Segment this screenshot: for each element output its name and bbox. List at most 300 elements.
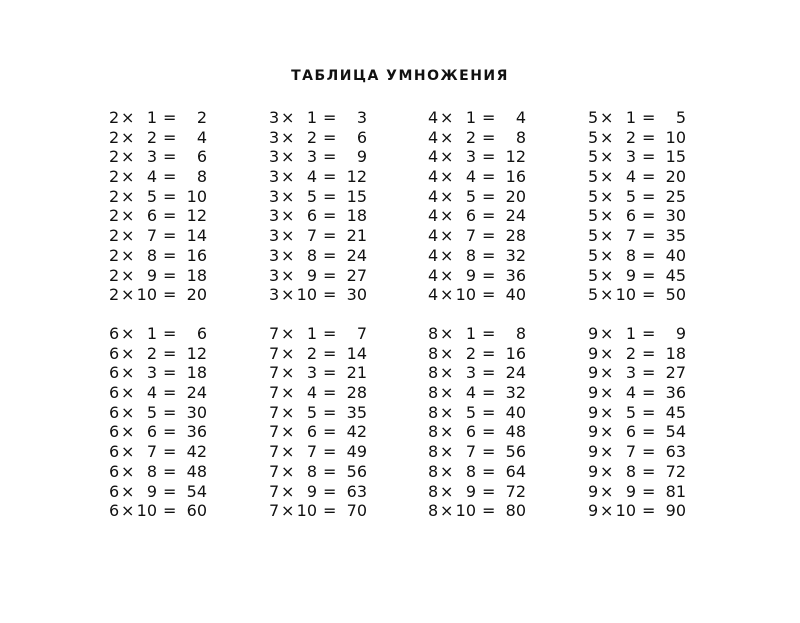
product: 48 [505, 422, 526, 442]
equals-sign: = [163, 442, 177, 462]
multiplicand: 7 [269, 422, 280, 442]
times-sign: × [121, 402, 135, 422]
product: 16 [505, 343, 526, 363]
times-sign: × [281, 108, 295, 127]
equals-sign: = [323, 127, 337, 147]
multiplier: 6 [306, 422, 317, 442]
product: 18 [186, 265, 207, 285]
multiplier: 2 [625, 343, 636, 363]
multiplier: 7 [465, 226, 476, 246]
multiplier: 1 [306, 324, 317, 343]
equals-sign: = [482, 206, 496, 226]
multiplier: 5 [146, 402, 157, 422]
multiplier: 7 [625, 226, 636, 246]
times-sign: × [440, 245, 454, 265]
times-sign: × [281, 501, 295, 521]
product: 36 [665, 383, 686, 403]
multiplier: 2 [146, 127, 157, 147]
multiplier: 10 [136, 285, 157, 305]
equals-sign: = [323, 402, 337, 422]
multiplier: 2 [306, 343, 317, 363]
multiplier: 5 [306, 186, 317, 206]
multiplier: 7 [306, 226, 317, 246]
product: 12 [505, 147, 526, 167]
equals-sign: = [323, 461, 337, 481]
multiplicand: 6 [109, 481, 120, 501]
multiplicand: 6 [109, 422, 120, 442]
product: 28 [346, 383, 367, 403]
equals-sign: = [642, 226, 656, 246]
product: 30 [346, 285, 367, 305]
equals-sign: = [642, 501, 656, 521]
multiplier: 10 [615, 285, 636, 305]
times-sign: × [281, 167, 295, 187]
multiplicand: 9 [588, 343, 599, 363]
times-sign: × [440, 108, 454, 127]
product: 35 [665, 226, 686, 246]
multiplicand: 9 [588, 481, 599, 501]
product: 28 [505, 226, 526, 246]
multiplier: 7 [306, 442, 317, 462]
equals-sign: = [482, 363, 496, 383]
product: 9 [356, 147, 367, 167]
product: 90 [665, 501, 686, 521]
multiplier: 6 [465, 422, 476, 442]
product: 27 [346, 265, 367, 285]
times-sign: × [121, 186, 135, 206]
product: 8 [196, 167, 207, 187]
equals-sign: = [163, 343, 177, 363]
multiplier: 1 [146, 108, 157, 127]
multiplicand: 5 [588, 265, 599, 285]
times-sign: × [121, 167, 135, 187]
times-sign: × [281, 383, 295, 403]
multiplicand: 7 [269, 481, 280, 501]
equals-sign: = [323, 108, 337, 127]
equals-sign: = [163, 324, 177, 343]
times-sign: × [121, 147, 135, 167]
times-sign: × [440, 501, 454, 521]
multiplicand: 8 [428, 422, 439, 442]
multiplier: 9 [465, 481, 476, 501]
multiplier: 4 [465, 383, 476, 403]
product: 14 [346, 343, 367, 363]
multiplier: 1 [625, 108, 636, 127]
multiplier: 5 [306, 402, 317, 422]
equals-sign: = [163, 285, 177, 305]
times-sign: × [281, 422, 295, 442]
product: 8 [515, 324, 526, 343]
multiplicand: 4 [428, 245, 439, 265]
multiplicand: 7 [269, 343, 280, 363]
times-sign: × [440, 226, 454, 246]
equals-sign: = [482, 127, 496, 147]
product: 35 [346, 402, 367, 422]
times-sign: × [281, 127, 295, 147]
times-sign: × [440, 147, 454, 167]
multiplicand: 2 [109, 167, 120, 187]
multiplier: 6 [465, 206, 476, 226]
equals-sign: = [323, 324, 337, 343]
equals-sign: = [163, 422, 177, 442]
multiplier: 8 [465, 245, 476, 265]
equals-sign: = [642, 363, 656, 383]
equals-sign: = [323, 186, 337, 206]
times-sign: × [281, 186, 295, 206]
multiplier: 2 [306, 127, 317, 147]
product: 64 [505, 461, 526, 481]
product: 10 [665, 127, 686, 147]
product: 4 [515, 108, 526, 127]
times-sign: × [440, 343, 454, 363]
times-sign: × [121, 343, 135, 363]
multiplicand: 7 [269, 363, 280, 383]
multiplier: 5 [625, 402, 636, 422]
multiplicand: 7 [269, 501, 280, 521]
equals-sign: = [323, 265, 337, 285]
times-sign: × [281, 402, 295, 422]
times-sign: × [600, 481, 614, 501]
multiplier: 3 [465, 147, 476, 167]
multiplicand: 6 [109, 324, 120, 343]
times-sign: × [281, 285, 295, 305]
multiplier: 5 [146, 186, 157, 206]
multiplicand: 4 [428, 265, 439, 285]
multiplicand: 2 [109, 226, 120, 246]
multiplicand: 5 [588, 186, 599, 206]
multiplicand: 8 [428, 363, 439, 383]
times-sign: × [281, 206, 295, 226]
multiplier: 2 [465, 127, 476, 147]
equals-sign: = [163, 226, 177, 246]
multiplier: 4 [146, 383, 157, 403]
multiplier: 1 [146, 324, 157, 343]
times-sign: × [600, 147, 614, 167]
equals-sign: = [163, 363, 177, 383]
times-sign: × [600, 363, 614, 383]
times-sign: × [440, 383, 454, 403]
equals-sign: = [163, 265, 177, 285]
times-sign: × [281, 481, 295, 501]
product: 50 [665, 285, 686, 305]
times-sign: × [440, 167, 454, 187]
times-sign: × [281, 461, 295, 481]
times-sign: × [600, 206, 614, 226]
multiplier: 4 [306, 167, 317, 187]
times-sign: × [121, 285, 135, 305]
multiplier: 10 [296, 285, 317, 305]
multiplier: 3 [146, 363, 157, 383]
equals-sign: = [323, 206, 337, 226]
equals-sign: = [323, 245, 337, 265]
product: 48 [186, 461, 207, 481]
multiplier: 6 [625, 206, 636, 226]
multiplier: 2 [625, 127, 636, 147]
equals-sign: = [642, 186, 656, 206]
product: 18 [186, 363, 207, 383]
equals-sign: = [163, 461, 177, 481]
product: 4 [196, 127, 207, 147]
multiplicand: 2 [109, 285, 120, 305]
times-sign: × [440, 324, 454, 343]
equals-sign: = [163, 383, 177, 403]
multiplicand: 2 [109, 186, 120, 206]
multiplicand: 8 [428, 461, 439, 481]
equals-sign: = [642, 383, 656, 403]
times-sign: × [121, 206, 135, 226]
multiplier: 3 [146, 147, 157, 167]
multiplicand: 5 [588, 245, 599, 265]
multiplicand: 3 [269, 245, 280, 265]
multiplicand: 9 [588, 363, 599, 383]
equals-sign: = [642, 442, 656, 462]
equals-sign: = [323, 363, 337, 383]
product: 15 [665, 147, 686, 167]
multiplicand: 3 [269, 285, 280, 305]
multiplier: 7 [465, 442, 476, 462]
multiplier: 1 [625, 324, 636, 343]
times-sign: × [121, 127, 135, 147]
times-sign: × [600, 422, 614, 442]
multiplier: 10 [455, 501, 476, 521]
times-sign: × [600, 108, 614, 127]
multiplicand: 4 [428, 226, 439, 246]
product: 2 [196, 108, 207, 127]
times-sign: × [440, 481, 454, 501]
equals-sign: = [163, 108, 177, 127]
multiplier: 6 [146, 422, 157, 442]
multiplicand: 4 [428, 206, 439, 226]
product: 40 [505, 285, 526, 305]
equals-sign: = [163, 481, 177, 501]
multiplier: 9 [306, 265, 317, 285]
equals-sign: = [642, 481, 656, 501]
multiplicand: 8 [428, 501, 439, 521]
product: 56 [346, 461, 367, 481]
equals-sign: = [482, 186, 496, 206]
times-sign: × [281, 343, 295, 363]
times-sign: × [281, 226, 295, 246]
product: 40 [505, 402, 526, 422]
product: 72 [665, 461, 686, 481]
times-sign: × [121, 265, 135, 285]
product: 6 [356, 127, 367, 147]
multiplicand: 6 [109, 402, 120, 422]
multiplier: 8 [306, 245, 317, 265]
times-sign: × [600, 186, 614, 206]
product: 36 [186, 422, 207, 442]
multiplicand: 4 [428, 108, 439, 127]
times-sign: × [121, 501, 135, 521]
product: 24 [505, 206, 526, 226]
equals-sign: = [163, 501, 177, 521]
equals-sign: = [323, 147, 337, 167]
times-sign: × [281, 324, 295, 343]
equals-sign: = [642, 167, 656, 187]
multiplicand: 9 [588, 442, 599, 462]
equals-sign: = [642, 285, 656, 305]
multiplicand: 6 [109, 343, 120, 363]
multiplier: 8 [465, 461, 476, 481]
times-sign: × [600, 167, 614, 187]
multiplicand: 5 [588, 167, 599, 187]
times-sign: × [121, 108, 135, 127]
times-sign: × [121, 442, 135, 462]
product: 18 [346, 206, 367, 226]
multiplicand: 2 [109, 147, 120, 167]
multiplier: 1 [465, 108, 476, 127]
equals-sign: = [323, 167, 337, 187]
multiplier: 4 [306, 383, 317, 403]
equals-sign: = [323, 226, 337, 246]
times-sign: × [440, 265, 454, 285]
equals-sign: = [482, 442, 496, 462]
equals-sign: = [482, 422, 496, 442]
multiplicand: 5 [588, 226, 599, 246]
product: 54 [186, 481, 207, 501]
multiplicand: 9 [588, 501, 599, 521]
times-sign: × [440, 186, 454, 206]
product: 16 [186, 245, 207, 265]
times-sign: × [440, 422, 454, 442]
multiplier: 10 [136, 501, 157, 521]
multiplicand: 9 [588, 324, 599, 343]
equals-sign: = [482, 108, 496, 127]
multiplicand: 9 [588, 422, 599, 442]
multiplier: 9 [625, 481, 636, 501]
equals-sign: = [163, 147, 177, 167]
product: 30 [665, 206, 686, 226]
multiplicand: 8 [428, 402, 439, 422]
multiplier: 4 [625, 167, 636, 187]
times-sign: × [600, 501, 614, 521]
product: 15 [346, 186, 367, 206]
times-sign: × [440, 363, 454, 383]
equals-sign: = [642, 402, 656, 422]
product: 81 [665, 481, 686, 501]
multiplicand: 8 [428, 324, 439, 343]
multiplier: 6 [146, 206, 157, 226]
product: 32 [505, 245, 526, 265]
times-sign: × [600, 343, 614, 363]
multiplier: 9 [146, 481, 157, 501]
product: 27 [665, 363, 686, 383]
equals-sign: = [163, 186, 177, 206]
times-sign: × [440, 461, 454, 481]
times-sign: × [281, 147, 295, 167]
product: 49 [346, 442, 367, 462]
multiplier: 6 [306, 206, 317, 226]
times-sign: × [121, 324, 135, 343]
multiplier: 10 [455, 285, 476, 305]
times-sign: × [281, 442, 295, 462]
equals-sign: = [642, 461, 656, 481]
times-sign: × [440, 206, 454, 226]
equals-sign: = [163, 206, 177, 226]
multiplicand: 8 [428, 343, 439, 363]
multiplicand: 3 [269, 265, 280, 285]
multiplier: 9 [306, 481, 317, 501]
product: 30 [186, 402, 207, 422]
product: 72 [505, 481, 526, 501]
multiplicand: 3 [269, 108, 280, 127]
multiplicand: 4 [428, 285, 439, 305]
multiplicand: 6 [109, 442, 120, 462]
multiplicand: 6 [109, 383, 120, 403]
multiplicand: 2 [109, 245, 120, 265]
times-sign: × [600, 285, 614, 305]
equals-sign: = [482, 343, 496, 363]
product: 45 [665, 265, 686, 285]
equals-sign: = [482, 226, 496, 246]
multiplier: 8 [146, 245, 157, 265]
multiplier: 1 [465, 324, 476, 343]
multiplier: 9 [625, 265, 636, 285]
times-sign: × [600, 324, 614, 343]
equals-sign: = [323, 501, 337, 521]
page-title: ТАБЛИЦА УМНОЖЕНИЯ [291, 68, 509, 84]
multiplicand: 3 [269, 147, 280, 167]
multiplier: 3 [625, 147, 636, 167]
product: 42 [346, 422, 367, 442]
equals-sign: = [323, 343, 337, 363]
equals-sign: = [642, 422, 656, 442]
multiplicand: 7 [269, 402, 280, 422]
product: 5 [675, 108, 686, 127]
multiplicand: 2 [109, 108, 120, 127]
multiplicand: 9 [588, 461, 599, 481]
multiplicand: 3 [269, 167, 280, 187]
multiplier: 3 [465, 363, 476, 383]
equals-sign: = [482, 481, 496, 501]
equals-sign: = [163, 127, 177, 147]
multiplicand: 9 [588, 383, 599, 403]
equals-sign: = [642, 147, 656, 167]
times-sign: × [121, 383, 135, 403]
multiplicand: 5 [588, 147, 599, 167]
multiplier: 10 [296, 501, 317, 521]
multiplicand: 9 [588, 402, 599, 422]
multiplicand: 2 [109, 127, 120, 147]
multiplicand: 7 [269, 442, 280, 462]
equals-sign: = [482, 285, 496, 305]
multiplicand: 6 [109, 461, 120, 481]
multiplicand: 2 [109, 206, 120, 226]
multiplicand: 3 [269, 226, 280, 246]
multiplier: 4 [625, 383, 636, 403]
multiplicand: 7 [269, 324, 280, 343]
equals-sign: = [482, 501, 496, 521]
multiplier: 8 [625, 245, 636, 265]
multiplicand: 5 [588, 108, 599, 127]
times-sign: × [600, 383, 614, 403]
multiplicand: 8 [428, 481, 439, 501]
product: 20 [186, 285, 207, 305]
product: 25 [665, 186, 686, 206]
product: 6 [196, 324, 207, 343]
multiplier: 3 [306, 363, 317, 383]
multiplicand: 4 [428, 167, 439, 187]
product: 70 [346, 501, 367, 521]
multiplier: 8 [306, 461, 317, 481]
equals-sign: = [323, 422, 337, 442]
product: 24 [346, 245, 367, 265]
multiplier: 5 [465, 402, 476, 422]
times-sign: × [600, 127, 614, 147]
multiplier: 4 [146, 167, 157, 187]
product: 36 [505, 265, 526, 285]
multiplicand: 3 [269, 186, 280, 206]
